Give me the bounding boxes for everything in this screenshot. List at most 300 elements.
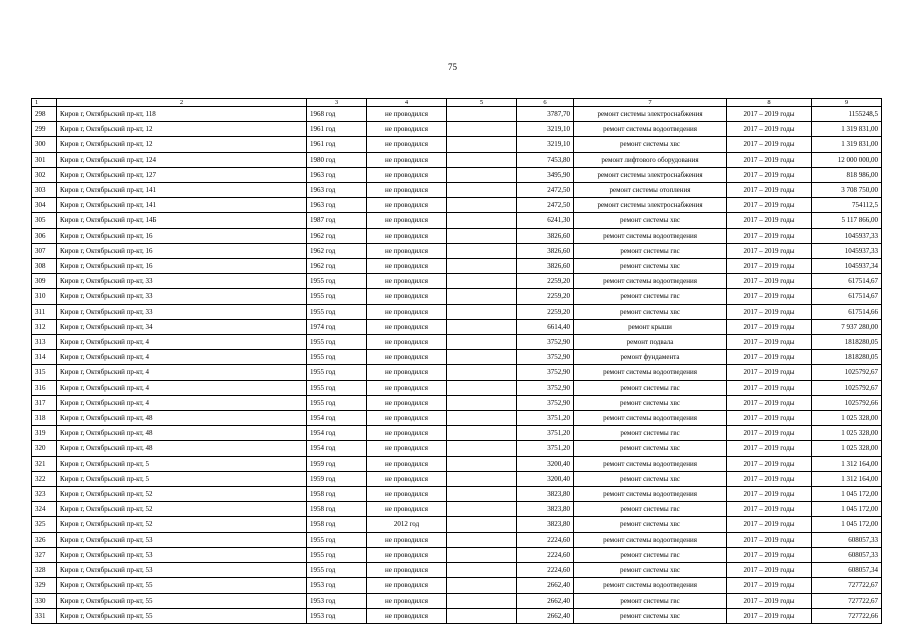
cell-cost: 1155248,5 <box>812 107 882 122</box>
cell-col-5 <box>447 167 517 182</box>
cell-address: Киров г, Октябрьский пр-кт, 48 <box>57 411 307 426</box>
cell-period: 2017 – 2019 годы <box>727 304 812 319</box>
cell-row-number: 299 <box>32 122 57 137</box>
column-header-3: 3 <box>307 99 367 107</box>
cell-build-year: 1954 год <box>307 411 367 426</box>
registry-table <box>31 98 882 624</box>
cell-col-5 <box>447 380 517 395</box>
cell-row-number: 301 <box>32 152 57 167</box>
cell-cost: 1045937,34 <box>812 259 882 274</box>
table-row <box>32 198 882 213</box>
cell-work-type: ремонт системы гвс <box>574 289 727 304</box>
cell-address: Киров г, Октябрьский пр-кт, 34 <box>57 319 307 334</box>
table-row <box>32 304 882 319</box>
cell-cost: 1045937,33 <box>812 228 882 243</box>
cell-address: Киров г, Октябрьский пр-кт, 124 <box>57 152 307 167</box>
cell-work-type: ремонт системы гвс <box>574 426 727 441</box>
cell-col-5 <box>447 289 517 304</box>
cell-address: Киров г, Октябрьский пр-кт, 33 <box>57 274 307 289</box>
cell-period: 2017 – 2019 годы <box>727 578 812 593</box>
column-header-8: 8 <box>727 99 812 107</box>
table-row <box>32 380 882 395</box>
table-row <box>32 426 882 441</box>
page-number: 75 <box>448 62 457 72</box>
cell-work-type: ремонт системы хвс <box>574 517 727 532</box>
cell-row-number: 315 <box>32 365 57 380</box>
cell-cost: 1818280,05 <box>812 335 882 350</box>
cell-address: Киров г, Октябрьский пр-кт, 52 <box>57 517 307 532</box>
cell-cost: 617514,66 <box>812 304 882 319</box>
cell-address: Киров г, Октябрьский пр-кт, 4 <box>57 335 307 350</box>
cell-col-5 <box>447 259 517 274</box>
cell-col-5 <box>447 411 517 426</box>
cell-address: Киров г, Октябрьский пр-кт, 141 <box>57 198 307 213</box>
cell-col-5 <box>447 198 517 213</box>
cell-work-type: ремонт системы водоотведения <box>574 487 727 502</box>
cell-col-5 <box>447 593 517 608</box>
cell-build-year: 1961 год <box>307 137 367 152</box>
cell-col-5 <box>447 350 517 365</box>
cell-cost: 1 025 328,00 <box>812 441 882 456</box>
cell-address: Киров г, Октябрьский пр-кт, 48 <box>57 426 307 441</box>
cell-work-type: ремонт системы хвс <box>574 137 727 152</box>
cell-cost: 608057,33 <box>812 547 882 562</box>
cell-row-number: 316 <box>32 380 57 395</box>
column-header-1: 1 <box>32 99 57 107</box>
cell-period: 2017 – 2019 годы <box>727 456 812 471</box>
cell-period: 2017 – 2019 годы <box>727 152 812 167</box>
cell-build-year: 1974 год <box>307 319 367 334</box>
cell-period: 2017 – 2019 годы <box>727 411 812 426</box>
cell-work-type: ремонт системы водоотведения <box>574 578 727 593</box>
cell-row-number: 307 <box>32 243 57 258</box>
cell-period: 2017 – 2019 годы <box>727 502 812 517</box>
cell-build-year: 1953 год <box>307 593 367 608</box>
cell-row-number: 304 <box>32 198 57 213</box>
cell-work-type: ремонт системы гвс <box>574 243 727 258</box>
cell-work-type: ремонт системы гвс <box>574 593 727 608</box>
table-row <box>32 259 882 274</box>
table-row <box>32 578 882 593</box>
cell-last-repair: не проводился <box>367 335 447 350</box>
cell-col-5 <box>447 335 517 350</box>
cell-work-type: ремонт системы водоотведения <box>574 228 727 243</box>
cell-period: 2017 – 2019 годы <box>727 213 812 228</box>
table-row <box>32 122 882 137</box>
cell-area: 7453,80 <box>517 152 574 167</box>
cell-col-5 <box>447 213 517 228</box>
column-header-5: 5 <box>447 99 517 107</box>
cell-build-year: 1987 год <box>307 213 367 228</box>
cell-last-repair: не проводился <box>367 259 447 274</box>
cell-cost: 12 000 000,00 <box>812 152 882 167</box>
cell-address: Киров г, Октябрьский пр-кт, 48 <box>57 441 307 456</box>
cell-area: 3752,90 <box>517 335 574 350</box>
cell-row-number: 321 <box>32 456 57 471</box>
cell-last-repair: не проводился <box>367 441 447 456</box>
cell-col-5 <box>447 365 517 380</box>
cell-build-year: 1955 год <box>307 365 367 380</box>
cell-period: 2017 – 2019 годы <box>727 350 812 365</box>
cell-last-repair: не проводился <box>367 578 447 593</box>
cell-last-repair: не проводился <box>367 304 447 319</box>
cell-address: Киров г, Октябрьский пр-кт, 53 <box>57 547 307 562</box>
cell-area: 3752,90 <box>517 395 574 410</box>
cell-address: Киров г, Октябрьский пр-кт, 5 <box>57 471 307 486</box>
cell-area: 3495,90 <box>517 167 574 182</box>
cell-area: 2259,20 <box>517 304 574 319</box>
cell-period: 2017 – 2019 годы <box>727 228 812 243</box>
cell-last-repair: не проводился <box>367 137 447 152</box>
cell-last-repair: не проводился <box>367 365 447 380</box>
cell-build-year: 1968 год <box>307 107 367 122</box>
cell-area: 3751,20 <box>517 441 574 456</box>
cell-address: Киров г, Октябрьский пр-кт, 53 <box>57 532 307 547</box>
cell-row-number: 309 <box>32 274 57 289</box>
cell-row-number: 319 <box>32 426 57 441</box>
cell-work-type: ремонт системы водоотведения <box>574 365 727 380</box>
cell-period: 2017 – 2019 годы <box>727 289 812 304</box>
cell-cost: 1 312 164,00 <box>812 456 882 471</box>
table-row <box>32 487 882 502</box>
cell-cost: 608057,34 <box>812 563 882 578</box>
table-row <box>32 228 882 243</box>
cell-work-type: ремонт системы гвс <box>574 380 727 395</box>
cell-last-repair: не проводился <box>367 563 447 578</box>
cell-cost: 1 319 831,00 <box>812 137 882 152</box>
cell-area: 3823,80 <box>517 517 574 532</box>
cell-address: Киров г, Октябрьский пр-кт, 141 <box>57 183 307 198</box>
cell-area: 3752,90 <box>517 350 574 365</box>
table-row <box>32 137 882 152</box>
cell-build-year: 1958 год <box>307 487 367 502</box>
table-row <box>32 395 882 410</box>
table-row <box>32 152 882 167</box>
cell-build-year: 1962 год <box>307 259 367 274</box>
cell-build-year: 1955 год <box>307 335 367 350</box>
cell-col-5 <box>447 471 517 486</box>
cell-period: 2017 – 2019 годы <box>727 547 812 562</box>
cell-area: 3219,10 <box>517 137 574 152</box>
table-row <box>32 517 882 532</box>
table-row <box>32 365 882 380</box>
cell-period: 2017 – 2019 годы <box>727 243 812 258</box>
cell-work-type: ремонт фундамента <box>574 350 727 365</box>
cell-area: 2259,20 <box>517 274 574 289</box>
cell-build-year: 1954 год <box>307 441 367 456</box>
column-header-6: 6 <box>517 99 574 107</box>
cell-last-repair: не проводился <box>367 289 447 304</box>
cell-area: 2662,40 <box>517 578 574 593</box>
cell-build-year: 1955 год <box>307 304 367 319</box>
cell-build-year: 1963 год <box>307 167 367 182</box>
table-row <box>32 456 882 471</box>
cell-area: 3219,10 <box>517 122 574 137</box>
cell-cost: 818 986,00 <box>812 167 882 182</box>
cell-last-repair: не проводился <box>367 532 447 547</box>
cell-cost: 617514,67 <box>812 289 882 304</box>
cell-work-type: ремонт системы водоотведения <box>574 411 727 426</box>
cell-address: Киров г, Октябрьский пр-кт, 4 <box>57 380 307 395</box>
cell-period: 2017 – 2019 годы <box>727 608 812 623</box>
cell-build-year: 1955 год <box>307 547 367 562</box>
table-row <box>32 608 882 623</box>
table-row <box>32 289 882 304</box>
cell-period: 2017 – 2019 годы <box>727 107 812 122</box>
table-row <box>32 274 882 289</box>
cell-build-year: 1963 год <box>307 183 367 198</box>
cell-build-year: 1954 год <box>307 426 367 441</box>
cell-address: Киров г, Октябрьский пр-кт, 52 <box>57 502 307 517</box>
cell-cost: 1 045 172,00 <box>812 517 882 532</box>
table-row <box>32 563 882 578</box>
cell-row-number: 331 <box>32 608 57 623</box>
cell-work-type: ремонт системы водоотведения <box>574 122 727 137</box>
cell-col-5 <box>447 183 517 198</box>
cell-period: 2017 – 2019 годы <box>727 319 812 334</box>
cell-last-repair: не проводился <box>367 228 447 243</box>
cell-address: Киров г, Октябрьский пр-кт, 55 <box>57 593 307 608</box>
cell-area: 6614,40 <box>517 319 574 334</box>
cell-last-repair: 2012 год <box>367 517 447 532</box>
cell-work-type: ремонт системы водоотведения <box>574 532 727 547</box>
cell-last-repair: не проводился <box>367 107 447 122</box>
cell-cost: 1 045 172,00 <box>812 487 882 502</box>
cell-row-number: 300 <box>32 137 57 152</box>
cell-work-type: ремонт системы хвс <box>574 304 727 319</box>
cell-area: 3751,20 <box>517 411 574 426</box>
cell-cost: 608057,33 <box>812 532 882 547</box>
cell-last-repair: не проводился <box>367 350 447 365</box>
cell-address: Киров г, Октябрьский пр-кт, 16 <box>57 228 307 243</box>
cell-area: 2224,60 <box>517 563 574 578</box>
cell-cost: 5 117 866,00 <box>812 213 882 228</box>
cell-address: Киров г, Октябрьский пр-кт, 33 <box>57 289 307 304</box>
cell-work-type: ремонт системы электроснабжения <box>574 198 727 213</box>
table-row <box>32 213 882 228</box>
column-header-7: 7 <box>574 99 727 107</box>
cell-last-repair: не проводился <box>367 319 447 334</box>
table-row <box>32 243 882 258</box>
cell-work-type: ремонт системы водоотведения <box>574 274 727 289</box>
cell-col-5 <box>447 319 517 334</box>
cell-last-repair: не проводился <box>367 593 447 608</box>
cell-cost: 1025792,66 <box>812 395 882 410</box>
cell-address: Киров г, Октябрьский пр-кт, 14Б <box>57 213 307 228</box>
cell-build-year: 1980 год <box>307 152 367 167</box>
cell-build-year: 1959 год <box>307 471 367 486</box>
cell-period: 2017 – 2019 годы <box>727 532 812 547</box>
cell-address: Киров г, Октябрьский пр-кт, 16 <box>57 259 307 274</box>
cell-col-5 <box>447 243 517 258</box>
cell-work-type: ремонт системы электроснабжения <box>574 167 727 182</box>
cell-last-repair: не проводился <box>367 608 447 623</box>
cell-area: 3826,60 <box>517 243 574 258</box>
cell-col-5 <box>447 547 517 562</box>
cell-build-year: 1959 год <box>307 456 367 471</box>
cell-work-type: ремонт системы хвс <box>574 471 727 486</box>
cell-build-year: 1955 год <box>307 350 367 365</box>
cell-period: 2017 – 2019 годы <box>727 380 812 395</box>
cell-build-year: 1961 год <box>307 122 367 137</box>
cell-area: 3787,70 <box>517 107 574 122</box>
cell-cost: 727722,67 <box>812 593 882 608</box>
cell-work-type: ремонт системы хвс <box>574 395 727 410</box>
table-row <box>32 471 882 486</box>
cell-cost: 617514,67 <box>812 274 882 289</box>
cell-last-repair: не проводился <box>367 243 447 258</box>
cell-work-type: ремонт системы хвс <box>574 259 727 274</box>
cell-period: 2017 – 2019 годы <box>727 167 812 182</box>
table-row <box>32 593 882 608</box>
cell-cost: 727722,67 <box>812 578 882 593</box>
cell-build-year: 1955 год <box>307 563 367 578</box>
cell-col-5 <box>447 395 517 410</box>
cell-build-year: 1953 год <box>307 608 367 623</box>
cell-last-repair: не проводился <box>367 152 447 167</box>
cell-area: 3200,40 <box>517 456 574 471</box>
cell-area: 3752,90 <box>517 365 574 380</box>
cell-col-5 <box>447 456 517 471</box>
cell-address: Киров г, Октябрьский пр-кт, 127 <box>57 167 307 182</box>
cell-row-number: 302 <box>32 167 57 182</box>
table-row <box>32 441 882 456</box>
cell-area: 2662,40 <box>517 593 574 608</box>
cell-cost: 1025792,67 <box>812 380 882 395</box>
cell-cost: 7 937 280,00 <box>812 319 882 334</box>
cell-build-year: 1955 год <box>307 395 367 410</box>
cell-row-number: 306 <box>32 228 57 243</box>
cell-row-number: 327 <box>32 547 57 562</box>
cell-col-5 <box>447 578 517 593</box>
cell-build-year: 1955 год <box>307 289 367 304</box>
table-row <box>32 532 882 547</box>
cell-last-repair: не проводился <box>367 167 447 182</box>
column-header-2: 2 <box>57 99 307 107</box>
table-row <box>32 167 882 182</box>
cell-area: 2259,20 <box>517 289 574 304</box>
cell-period: 2017 – 2019 годы <box>727 441 812 456</box>
cell-address: Киров г, Октябрьский пр-кт, 16 <box>57 243 307 258</box>
cell-period: 2017 – 2019 годы <box>727 517 812 532</box>
cell-col-5 <box>447 441 517 456</box>
cell-row-number: 303 <box>32 183 57 198</box>
cell-address: Киров г, Октябрьский пр-кт, 52 <box>57 487 307 502</box>
cell-work-type: ремонт системы хвс <box>574 213 727 228</box>
cell-work-type: ремонт системы гвс <box>574 502 727 517</box>
header-row <box>32 99 882 107</box>
cell-col-5 <box>447 517 517 532</box>
table-header <box>32 99 882 107</box>
cell-last-repair: не проводился <box>367 213 447 228</box>
cell-build-year: 1962 год <box>307 243 367 258</box>
cell-build-year: 1953 год <box>307 578 367 593</box>
table-row <box>32 335 882 350</box>
cell-cost: 1 045 172,00 <box>812 502 882 517</box>
cell-last-repair: не проводился <box>367 183 447 198</box>
cell-build-year: 1958 год <box>307 517 367 532</box>
cell-last-repair: не проводился <box>367 471 447 486</box>
cell-last-repair: не проводился <box>367 411 447 426</box>
cell-build-year: 1955 год <box>307 380 367 395</box>
column-header-4: 4 <box>367 99 447 107</box>
cell-period: 2017 – 2019 годы <box>727 593 812 608</box>
cell-build-year: 1962 год <box>307 228 367 243</box>
cell-address: Киров г, Октябрьский пр-кт, 5 <box>57 456 307 471</box>
cell-area: 3751,20 <box>517 426 574 441</box>
cell-period: 2017 – 2019 годы <box>727 259 812 274</box>
table-row <box>32 350 882 365</box>
cell-last-repair: не проводился <box>367 426 447 441</box>
cell-build-year: 1955 год <box>307 274 367 289</box>
cell-work-type: ремонт системы гвс <box>574 547 727 562</box>
cell-address: Киров г, Октябрьский пр-кт, 55 <box>57 578 307 593</box>
cell-last-repair: не проводился <box>367 274 447 289</box>
cell-col-5 <box>447 274 517 289</box>
table-row <box>32 319 882 334</box>
cell-col-5 <box>447 228 517 243</box>
cell-row-number: 329 <box>32 578 57 593</box>
cell-cost: 1 319 831,00 <box>812 122 882 137</box>
cell-row-number: 324 <box>32 502 57 517</box>
cell-last-repair: не проводился <box>367 547 447 562</box>
table-row <box>32 411 882 426</box>
cell-address: Киров г, Октябрьский пр-кт, 12 <box>57 137 307 152</box>
cell-period: 2017 – 2019 годы <box>727 183 812 198</box>
cell-address: Киров г, Октябрьский пр-кт, 12 <box>57 122 307 137</box>
cell-period: 2017 – 2019 годы <box>727 365 812 380</box>
cell-last-repair: не проводился <box>367 198 447 213</box>
cell-last-repair: не проводился <box>367 487 447 502</box>
cell-row-number: 305 <box>32 213 57 228</box>
cell-period: 2017 – 2019 годы <box>727 426 812 441</box>
cell-col-5 <box>447 304 517 319</box>
cell-cost: 727722,66 <box>812 608 882 623</box>
cell-area: 3826,60 <box>517 259 574 274</box>
cell-address: Киров г, Октябрьский пр-кт, 4 <box>57 350 307 365</box>
cell-cost: 754112,5 <box>812 198 882 213</box>
cell-area: 6241,30 <box>517 213 574 228</box>
cell-row-number: 326 <box>32 532 57 547</box>
cell-col-5 <box>447 532 517 547</box>
cell-row-number: 314 <box>32 350 57 365</box>
cell-cost: 1025792,67 <box>812 365 882 380</box>
cell-cost: 3 708 750,00 <box>812 183 882 198</box>
cell-cost: 1045937,33 <box>812 243 882 258</box>
cell-row-number: 313 <box>32 335 57 350</box>
cell-col-5 <box>447 487 517 502</box>
cell-last-repair: не проводился <box>367 380 447 395</box>
cell-area: 3823,80 <box>517 502 574 517</box>
cell-row-number: 317 <box>32 395 57 410</box>
cell-area: 2472,50 <box>517 183 574 198</box>
cell-row-number: 328 <box>32 563 57 578</box>
cell-address: Киров г, Октябрьский пр-кт, 33 <box>57 304 307 319</box>
cell-area: 3823,80 <box>517 487 574 502</box>
cell-area: 3752,90 <box>517 380 574 395</box>
cell-period: 2017 – 2019 годы <box>727 122 812 137</box>
cell-col-5 <box>447 563 517 578</box>
cell-col-5 <box>447 107 517 122</box>
cell-work-type: ремонт системы водоотведения <box>574 456 727 471</box>
cell-period: 2017 – 2019 годы <box>727 487 812 502</box>
cell-last-repair: не проводился <box>367 395 447 410</box>
cell-cost: 1 025 328,00 <box>812 411 882 426</box>
cell-work-type: ремонт подвала <box>574 335 727 350</box>
cell-period: 2017 – 2019 годы <box>727 563 812 578</box>
cell-period: 2017 – 2019 годы <box>727 274 812 289</box>
cell-row-number: 318 <box>32 411 57 426</box>
